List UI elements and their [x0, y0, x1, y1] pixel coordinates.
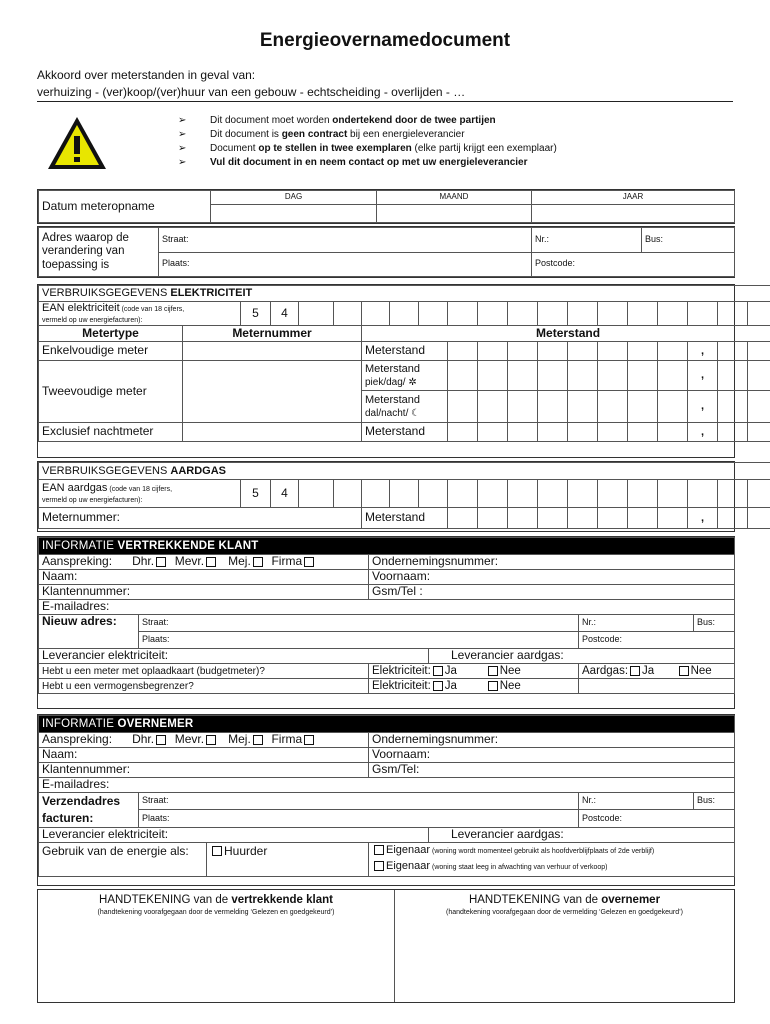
new-postcode-field[interactable]: Postcode:: [579, 632, 735, 649]
meter-digit-field[interactable]: [448, 342, 478, 361]
meterstand-label: Meterstand: [362, 508, 448, 529]
email-field[interactable]: E-mailadres:: [39, 778, 735, 793]
year-field[interactable]: [532, 205, 735, 223]
usage-label: Gebruik van de energie als:: [39, 842, 207, 876]
tenant-option: Huurder: [207, 842, 369, 876]
meter-digit-field[interactable]: [598, 361, 628, 391]
electricity-section: [37, 284, 735, 458]
meter-digit-field[interactable]: [508, 391, 538, 423]
meter-digit-field[interactable]: [658, 342, 688, 361]
huurder-checkbox[interactable]: [212, 846, 222, 856]
meter-digit-field[interactable]: [658, 423, 688, 442]
gas-header: VERBRUIKSGEGEVENS AARDGAS: [39, 463, 770, 480]
salutation-row: Aanspreking: Dhr. Mevr. Mej. Firma: [39, 733, 369, 748]
meter-digit-field[interactable]: [628, 508, 658, 529]
company-number-field[interactable]: Ondernemingsnummer:: [369, 555, 735, 570]
customer-number-field[interactable]: Klantennummer:: [39, 763, 369, 778]
subtitle-cases: verhuizing - (ver)koop/(ver)huur van een gebouw - echtscheiding - overlijden - …: [37, 85, 466, 99]
day-field[interactable]: [211, 205, 377, 223]
ean-digit-field[interactable]: [568, 302, 598, 326]
arrow-bullet-icon: ➢: [178, 115, 187, 126]
arrow-bullet-icon: ➢: [178, 157, 187, 168]
ean-gas-label: EAN aardgas (code van 18 cijfers, vermeld op uw energiefacturen):: [39, 480, 241, 508]
ean-digit: 4: [271, 480, 299, 508]
meternummer-header: Meternummer: [183, 326, 362, 342]
new-city-field[interactable]: Plaats:: [139, 632, 579, 649]
signature-note: (handtekening voorafgegaan door de vermelding ‘Gelezen en goedgekeurd’): [97, 909, 335, 916]
ean-digit-field[interactable]: [362, 480, 390, 508]
ean-digit-field[interactable]: [299, 302, 334, 326]
power-limiter-electricity: Elektriciteit: Ja Nee: [369, 679, 579, 694]
ean-digit-field[interactable]: [419, 302, 448, 326]
meter-digit-field[interactable]: [658, 508, 688, 529]
ean-digit-field[interactable]: [390, 480, 419, 508]
ean-digit-field[interactable]: [628, 302, 658, 326]
sun-icon: piek/dag/ ✲: [365, 376, 417, 388]
month-header: MAAND: [377, 191, 532, 205]
eigenaar-occupied-checkbox[interactable]: [374, 845, 384, 855]
dual-meter-number[interactable]: [183, 361, 362, 423]
meter-digit-field[interactable]: [538, 391, 568, 423]
name-field[interactable]: Naam:: [39, 570, 369, 585]
supplier-gas-field[interactable]: Leverancier aardgas:: [429, 649, 735, 664]
nee-checkbox[interactable]: [679, 666, 689, 676]
postcode-field[interactable]: Postcode:: [532, 252, 735, 277]
billing-street-field[interactable]: Straat:: [139, 793, 579, 810]
name-field[interactable]: Naam:: [39, 748, 369, 763]
meter-digit-field[interactable]: [508, 361, 538, 391]
year-header: JAAR: [532, 191, 735, 205]
dhr-checkbox[interactable]: [156, 735, 166, 745]
arrow-bullet-icon: ➢: [178, 143, 187, 154]
signature-leaving-box[interactable]: [38, 890, 395, 1002]
meter-digit-field[interactable]: [718, 342, 748, 361]
meterstand-peak-label: Meterstand piek/dag/ ✲: [362, 361, 448, 391]
ean-digit-field[interactable]: [598, 302, 628, 326]
meter-digit-field[interactable]: [628, 423, 658, 442]
meter-digit-field[interactable]: [568, 342, 598, 361]
meter-digit-field[interactable]: [568, 508, 598, 529]
meter-digit-field[interactable]: [628, 391, 658, 423]
new-customer-section: [37, 714, 735, 886]
leaving-customer-header: INFORMATIE VERTREKKENDE KLANT: [39, 538, 735, 555]
signature-note: (handtekening voorafgegaan door de vermelding ‘Gelezen en goedgekeurd’): [446, 909, 683, 916]
owner-options: Eigenaar (woning wordt momenteel gebruikt als hoofdverblijfplaats of 2de verblijf) Eigenaar (woning staat leeg in afwachting van verhuur of verkoop): [369, 842, 735, 876]
billing-number-field[interactable]: Nr.:: [579, 793, 694, 810]
address-section: [37, 226, 735, 278]
meter-digit-field[interactable]: [598, 342, 628, 361]
mevr-checkbox[interactable]: [206, 735, 216, 745]
ean-digit-field[interactable]: [334, 302, 362, 326]
meter-digit-field[interactable]: [748, 361, 770, 391]
meter-digit-field[interactable]: [598, 423, 628, 442]
night-meter-number[interactable]: [183, 423, 362, 442]
decimal-comma: ,: [688, 361, 718, 391]
budget-meter-question: Hebt u een meter met oplaadkaart (budgetmeter)?: [39, 664, 369, 679]
ean-digit-field[interactable]: [628, 480, 658, 508]
ean-digit-field[interactable]: [718, 480, 748, 508]
ean-digit-field[interactable]: [390, 302, 419, 326]
moon-icon: dal/nacht/ ☾: [365, 407, 421, 419]
ean-digit-field[interactable]: [658, 480, 688, 508]
meter-digit-field[interactable]: [508, 342, 538, 361]
meterstand-offpeak-label: Meterstand dal/nacht/ ☾: [362, 391, 448, 423]
meter-digit-field[interactable]: [448, 361, 478, 391]
billing-postcode-field[interactable]: Postcode:: [579, 810, 735, 827]
company-number-field[interactable]: Ondernemingsnummer:: [369, 733, 735, 748]
city-field[interactable]: Plaats:: [159, 252, 532, 277]
meterstand-label: Meterstand: [362, 423, 448, 442]
new-street-field[interactable]: Straat:: [139, 615, 579, 632]
decimal-comma: ,: [688, 423, 718, 442]
address-label: Adres waarop de verandering van toepassing is: [39, 228, 159, 277]
meter-digit-field[interactable]: [658, 361, 688, 391]
new-bus-field[interactable]: Bus:: [694, 615, 735, 632]
meter-digit-field[interactable]: [718, 423, 748, 442]
customer-number-field[interactable]: Klantennummer:: [39, 585, 369, 600]
electricity-header: VERBRUIKSGEGEVENS ELEKTRICITEIT: [39, 286, 770, 302]
firstname-field[interactable]: Voornaam:: [369, 748, 735, 763]
signature-new-box[interactable]: [395, 890, 734, 1002]
meter-digit-field[interactable]: [478, 361, 508, 391]
phone-field[interactable]: Gsm/Tel :: [369, 585, 735, 600]
meter-digit-field[interactable]: [658, 391, 688, 423]
ean-digit-field[interactable]: [748, 302, 770, 326]
budget-meter-electricity: Elektriciteit: Ja Nee: [369, 664, 579, 679]
ean-digit-field[interactable]: [718, 302, 748, 326]
meter-digit-field[interactable]: [568, 361, 598, 391]
ean-digit: 4: [271, 302, 299, 326]
bullet-2: ➢ Dit document is geen contract bij een energieleverancier: [178, 129, 465, 140]
gas-section: [37, 461, 735, 532]
meter-digit-field[interactable]: [478, 391, 508, 423]
single-meter-number[interactable]: [183, 342, 362, 361]
meter-digit-field[interactable]: [598, 508, 628, 529]
ean-digit-field[interactable]: [419, 480, 448, 508]
meter-digit-field[interactable]: [718, 508, 748, 529]
single-meter-label: Enkelvoudige meter: [39, 342, 183, 361]
metertype-header: Metertype: [39, 326, 183, 342]
night-meter-label: Exclusief nachtmeter: [39, 423, 183, 442]
meter-digit-field[interactable]: [748, 508, 770, 529]
ean-digit-field[interactable]: [568, 480, 598, 508]
meter-digit-field[interactable]: [579, 679, 735, 694]
bullet-3: ➢ Document op te stellen in twee exemplaren (elke partij krijgt een exemplaar): [178, 143, 557, 154]
decimal-comma: ,: [688, 391, 718, 423]
bullet-1: ➢ Dit document moet worden ondertekend door de twee partijen: [178, 115, 496, 126]
meter-digit-field[interactable]: [538, 423, 568, 442]
ean-digit-field[interactable]: [748, 480, 770, 508]
mevr-checkbox[interactable]: [206, 557, 216, 567]
dhr-checkbox[interactable]: [156, 557, 166, 567]
salutation-row: Aanspreking: Dhr. Mevr. Mej. Firma: [39, 555, 369, 570]
ean-digit-field[interactable]: [478, 302, 508, 326]
meter-digit-field[interactable]: [448, 391, 478, 423]
power-limiter-question: Hebt u een vermogensbegrenzer?: [39, 679, 369, 694]
warning-icon: [45, 114, 109, 172]
bullet-4: ➢ Vul dit document in en neem contact op met uw energieleverancier: [178, 157, 528, 168]
ean-digit-field[interactable]: [448, 302, 478, 326]
billing-address-label: Verzendadres facturen:: [39, 793, 139, 828]
decimal-comma: ,: [688, 508, 718, 529]
ean-digit-field[interactable]: [508, 302, 538, 326]
meter-digit-field[interactable]: [748, 423, 770, 442]
divider: [37, 101, 733, 102]
firma-checkbox[interactable]: [304, 557, 314, 567]
ean-digit-field[interactable]: [538, 480, 568, 508]
ean-digit-field[interactable]: [508, 480, 538, 508]
number-field[interactable]: Nr.:: [532, 228, 642, 253]
meter-digit-field[interactable]: [538, 361, 568, 391]
firstname-field[interactable]: Voornaam:: [369, 570, 735, 585]
firma-checkbox[interactable]: [304, 735, 314, 745]
meterstand-label: Meterstand: [362, 342, 448, 361]
meter-digit-field[interactable]: [598, 391, 628, 423]
supplier-electricity-field[interactable]: Leverancier elektriciteit:: [39, 649, 429, 664]
meter-digit-field[interactable]: [748, 342, 770, 361]
subtitle: Akkoord over meterstanden in geval van:: [37, 68, 256, 82]
billing-bus-field[interactable]: Bus:: [694, 793, 735, 810]
arrow-bullet-icon: ➢: [178, 129, 187, 140]
ean-digit-field[interactable]: [334, 480, 362, 508]
meter-digit-field[interactable]: [628, 361, 658, 391]
supplier-gas-field[interactable]: Leverancier aardgas:: [429, 827, 735, 842]
phone-field[interactable]: Gsm/Tel:: [369, 763, 735, 778]
mej-checkbox[interactable]: [253, 557, 263, 567]
date-label: Datum meteropname: [39, 191, 211, 223]
month-field[interactable]: [377, 205, 532, 223]
ja-checkbox[interactable]: [433, 666, 443, 676]
meter-digit-field[interactable]: [478, 508, 508, 529]
ean-electricity-label: EAN elektriciteit (code van 18 cijfers, vermeld op uw energiefacturen):: [39, 302, 241, 326]
ean-digit: 5: [241, 480, 271, 508]
new-customer-header: INFORMATIE OVERNEMER: [39, 716, 735, 733]
eigenaar-vacant-checkbox[interactable]: [374, 861, 384, 871]
bus-field[interactable]: Bus:: [642, 228, 735, 253]
meter-digit-field[interactable]: [508, 423, 538, 442]
nee-checkbox[interactable]: [488, 681, 498, 691]
meter-digit-field[interactable]: [478, 342, 508, 361]
ean-digit-field[interactable]: [478, 480, 508, 508]
new-address-label: Nieuw adres:: [39, 615, 139, 649]
ean-digit-field[interactable]: [538, 302, 568, 326]
meter-digit-field[interactable]: [718, 391, 748, 423]
meter-digit-field[interactable]: [508, 508, 538, 529]
ja-checkbox[interactable]: [433, 681, 443, 691]
billing-city-field[interactable]: Plaats:: [139, 810, 579, 827]
gas-meter-number-field[interactable]: Meternummer:: [39, 508, 362, 529]
ean-digit-field[interactable]: [598, 480, 628, 508]
ean-digit-field[interactable]: [448, 480, 478, 508]
street-field[interactable]: Straat:: [159, 228, 532, 253]
day-header: DAG: [211, 191, 377, 205]
budget-meter-gas: Aardgas: Ja Nee: [579, 664, 735, 679]
meter-digit-field[interactable]: [748, 391, 770, 423]
meter-digit-field[interactable]: [568, 391, 598, 423]
ean-digit-field[interactable]: [362, 302, 390, 326]
meter-digit-field[interactable]: [628, 342, 658, 361]
nee-checkbox[interactable]: [488, 666, 498, 676]
signature-section: [37, 889, 735, 1003]
new-number-field[interactable]: Nr.:: [579, 615, 694, 632]
meter-digit-field[interactable]: [568, 423, 598, 442]
meter-digit-field[interactable]: [718, 361, 748, 391]
meter-digit-field[interactable]: [448, 508, 478, 529]
meterstand-header: Meterstand: [362, 326, 770, 342]
meter-digit-field[interactable]: [448, 423, 478, 442]
email-field[interactable]: E-mailadres:: [39, 600, 735, 615]
mej-checkbox[interactable]: [253, 735, 263, 745]
ean-digit-field[interactable]: [299, 480, 334, 508]
supplier-electricity-field[interactable]: Leverancier elektriciteit:: [39, 827, 429, 842]
decimal-comma: ,: [688, 342, 718, 361]
signature-new-title: HANDTEKENING van de overnemer: [468, 894, 661, 906]
dual-meter-label: Tweevoudige meter: [39, 361, 183, 423]
ean-digit-field[interactable]: [688, 480, 718, 508]
meter-digit-field[interactable]: [538, 508, 568, 529]
signature-leaving-title: HANDTEKENING van de vertrekkende klant: [99, 894, 333, 906]
ean-digit-field[interactable]: [688, 302, 718, 326]
ean-digit: 5: [241, 302, 271, 326]
page-title: Energieovernamedocument: [259, 30, 511, 51]
meter-digit-field[interactable]: [478, 423, 508, 442]
date-section: [37, 189, 735, 224]
meter-digit-field[interactable]: [538, 342, 568, 361]
ja-checkbox[interactable]: [630, 666, 640, 676]
ean-digit-field[interactable]: [658, 302, 688, 326]
leaving-customer-section: [37, 536, 735, 709]
